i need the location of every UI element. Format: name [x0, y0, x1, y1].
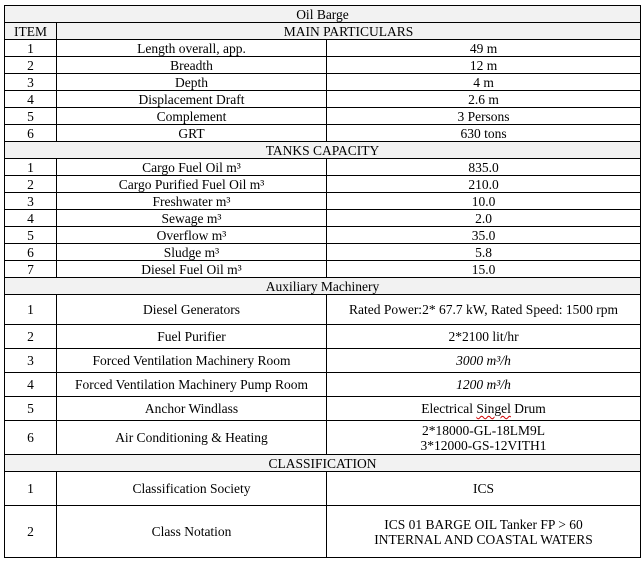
item-value: 630 tons — [327, 125, 641, 142]
table-row — [5, 193, 641, 210]
table-row — [5, 159, 641, 176]
item-description: GRT — [57, 125, 327, 142]
tanks-capacity-header: TANKS CAPACITY — [5, 142, 641, 159]
classification-header: CLASSIFICATION — [5, 455, 641, 472]
table-row — [5, 57, 641, 74]
table-row — [5, 108, 641, 125]
item-description: Overflow m³ — [57, 227, 327, 244]
table-row — [5, 210, 641, 227]
auxiliary-machinery-header: Auxiliary Machinery — [5, 278, 641, 295]
item-description: Length overall, app. — [57, 40, 327, 57]
table-row — [5, 244, 641, 261]
item-number: 1 — [5, 472, 57, 506]
item-value: 35.0 — [327, 227, 641, 244]
section-header-row — [5, 142, 641, 159]
item-description: Forced Ventilation Machinery Room — [57, 349, 327, 373]
table-row — [5, 325, 641, 349]
item-description: Displacement Draft — [57, 91, 327, 108]
item-description: Forced Ventilation Machinery Pump Room — [57, 373, 327, 397]
table-row — [5, 40, 641, 57]
main-particulars-header: MAIN PARTICULARS — [57, 23, 641, 40]
item-number: 3 — [5, 193, 57, 210]
table-row — [5, 397, 641, 421]
item-value: 12 m — [327, 57, 641, 74]
item-description: Freshwater m³ — [57, 193, 327, 210]
item-number: 4 — [5, 91, 57, 108]
item-description: Cargo Fuel Oil m³ — [57, 159, 327, 176]
table-row — [5, 91, 641, 108]
item-value: 5.8 — [327, 244, 641, 261]
title-row — [5, 6, 641, 23]
table-row — [5, 349, 641, 373]
item-number: 1 — [5, 295, 57, 325]
table-row — [5, 176, 641, 193]
item-number: 2 — [5, 176, 57, 193]
item-number: 3 — [5, 349, 57, 373]
item-value: ICS — [327, 472, 641, 506]
item-value: 1200 m³/h — [327, 373, 641, 397]
item-number: 7 — [5, 261, 57, 278]
value-line: INTERNAL AND COASTAL WATERS — [374, 531, 593, 547]
item-number: 2 — [5, 325, 57, 349]
table-row — [5, 261, 641, 278]
item-number: 1 — [5, 40, 57, 57]
table-row — [5, 74, 641, 91]
item-value: 210.0 — [327, 176, 641, 193]
item-number: 4 — [5, 373, 57, 397]
item-value: 835.0 — [327, 159, 641, 176]
item-value: 10.0 — [327, 193, 641, 210]
item-description: Air Conditioning & Heating — [57, 421, 327, 455]
item-value: Rated Power:2* 67.7 kW, Rated Speed: 1500 rpm — [327, 295, 641, 325]
table-row — [5, 472, 641, 506]
spelling-flagged-word: Singel — [476, 401, 511, 416]
table-row — [5, 421, 641, 455]
item-number: 5 — [5, 108, 57, 125]
item-description: Fuel Purifier — [57, 325, 327, 349]
section-header-row — [5, 278, 641, 295]
item-number: 3 — [5, 74, 57, 91]
item-column-header: ITEM — [5, 23, 57, 40]
item-value: 2*2100 lit/hr — [327, 325, 641, 349]
value-line: 3*12000-GS-12VITH1 — [420, 437, 547, 453]
item-number: 6 — [5, 421, 57, 455]
section-header-row — [5, 455, 641, 472]
item-value: 15.0 — [327, 261, 641, 278]
item-number: 6 — [5, 125, 57, 142]
item-value: 49 m — [327, 40, 641, 57]
item-number: 5 — [5, 397, 57, 421]
value-line: 2*18000-GL-18LM9L — [422, 422, 545, 438]
table-row — [5, 295, 641, 325]
table-title: Oil Barge — [5, 6, 641, 23]
item-value — [327, 421, 641, 455]
section-header-row — [5, 23, 641, 40]
item-number: 2 — [5, 506, 57, 558]
table-row — [5, 373, 641, 397]
item-value: 2.0 — [327, 210, 641, 227]
item-value — [327, 397, 641, 421]
item-description: Sewage m³ — [57, 210, 327, 227]
item-description: Depth — [57, 74, 327, 91]
item-number: 2 — [5, 57, 57, 74]
item-description: Breadth — [57, 57, 327, 74]
table-row — [5, 227, 641, 244]
item-number: 4 — [5, 210, 57, 227]
item-value: 2.6 m — [327, 91, 641, 108]
table-row — [5, 506, 641, 558]
value-line: ICS 01 BARGE OIL Tanker FP > 60 — [384, 516, 583, 532]
item-value: 3000 m³/h — [327, 349, 641, 373]
item-value — [327, 506, 641, 558]
item-description: Anchor Windlass — [57, 397, 327, 421]
item-description: Sludge m³ — [57, 244, 327, 261]
item-number: 5 — [5, 227, 57, 244]
item-number: 1 — [5, 159, 57, 176]
item-description: Class Notation — [57, 506, 327, 558]
item-description: Cargo Purified Fuel Oil m³ — [57, 176, 327, 193]
item-description: Classification Society — [57, 472, 327, 506]
item-value: 4 m — [327, 74, 641, 91]
value-text: Electrical — [421, 401, 477, 416]
item-number: 6 — [5, 244, 57, 261]
oil-barge-spec-table — [4, 5, 641, 558]
value-text: Drum — [510, 401, 546, 416]
item-value: 3 Persons — [327, 108, 641, 125]
item-description: Complement — [57, 108, 327, 125]
item-description: Diesel Fuel Oil m³ — [57, 261, 327, 278]
item-description: Diesel Generators — [57, 295, 327, 325]
table-row — [5, 125, 641, 142]
